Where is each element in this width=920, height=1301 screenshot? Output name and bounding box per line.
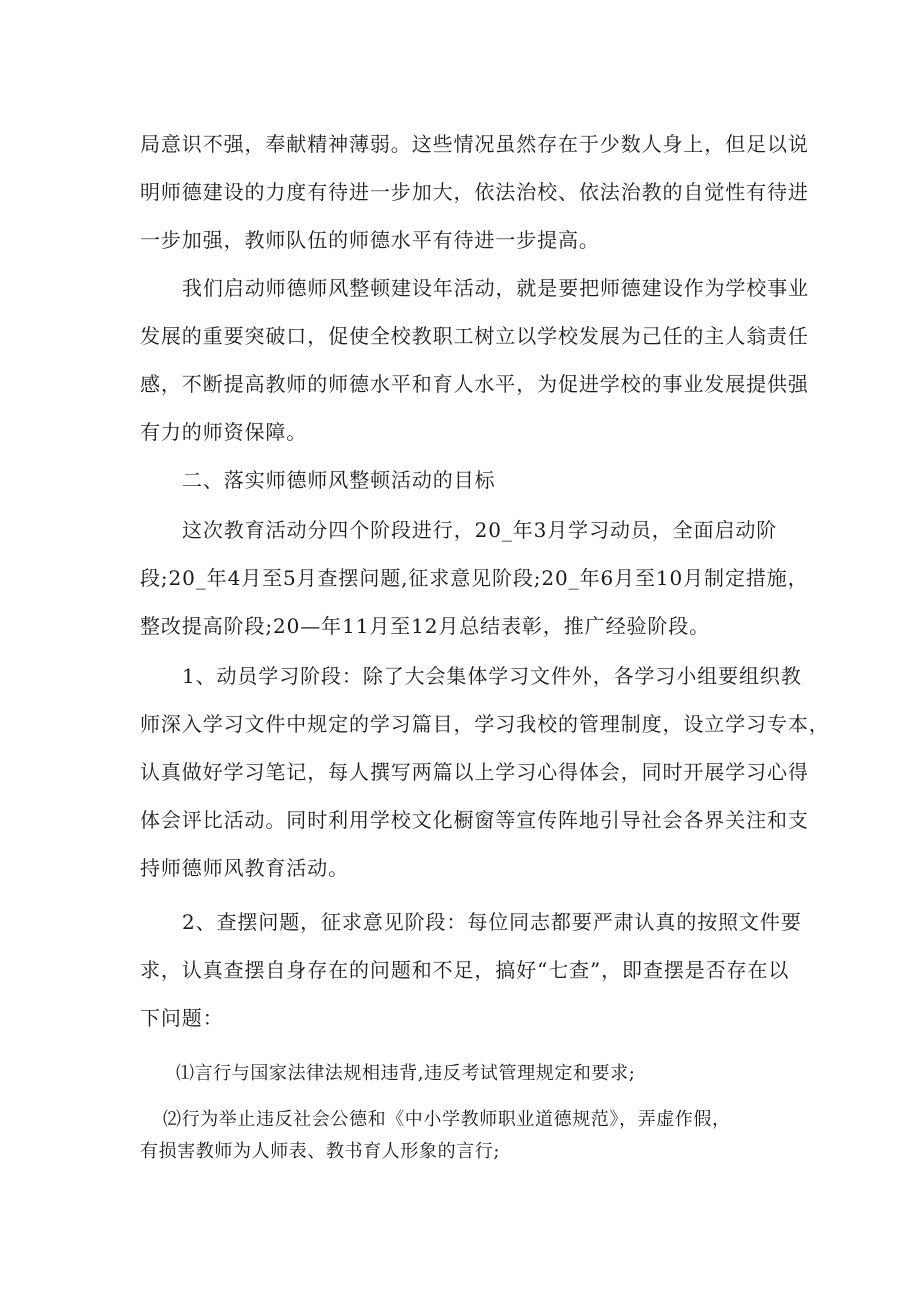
- paragraph-1-line-2: 明师德建设的力度有待进一步加大，依法治校、依法治教的自觉性有待进: [140, 180, 809, 204]
- list-item-2-line-1: ⑵行为举止违反社会公德和《中小学教师职业道德规范》，弄虚作假，: [163, 1109, 731, 1130]
- paragraph-2-line-1: 我们启动师德师风整顿建设年活动，就是要把师德建设作为学校事业: [182, 276, 809, 300]
- paragraph-4-line-1: 1、动员学习阶段：除了大会集体学习文件外，各学习小组要组织教: [182, 664, 802, 688]
- list-item-1: ⑴言行与国家法律法规相违背,违反考试管理规定和要求;: [176, 1063, 636, 1084]
- paragraph-4-line-5: 持师德师风教育活动。: [140, 856, 349, 880]
- paragraph-2-line-2: 发展的重要突破口，促使全校教职工树立以学校发展为己任的主人翁责任: [140, 324, 809, 348]
- paragraph-2-line-4: 有力的师资保障。: [140, 420, 308, 444]
- paragraph-4-line-4: 体会评比活动。同时利用学校文化橱窗等宣传阵地引导社会各界关注和支: [140, 808, 809, 832]
- paragraph-1-line-1: 局意识不强，奉献精神薄弱。这些情况虽然存在于少数人身上，但足以说: [140, 132, 809, 156]
- paragraph-2-line-3: 感，不断提高教师的师德水平和育人水平，为促进学校的事业发展提供强: [140, 372, 809, 396]
- paragraph-4-line-2: 师深入学习文件中规定的学习篇目，学习我校的管理制度，设立学习专本，: [140, 712, 830, 736]
- paragraph-5-line-3: 下问题：: [140, 1006, 224, 1030]
- paragraph-3-line-2: 段;20_年4月至5月查摆问题,征求意见阶段;20_年6月至10月制定措施，: [140, 566, 809, 590]
- paragraph-5-line-1: 2、查摆问题，征求意见阶段：每位同志都要严肃认真的按照文件要: [182, 910, 802, 934]
- paragraph-3-line-3: 整改提高阶段;20—年11月至12月总结表彰，推广经验阶段。: [140, 614, 711, 638]
- paragraph-3-line-1: 这次教育活动分四个阶段进行，20_年3月学习动员，全面启动阶: [182, 518, 778, 542]
- section-heading: 二、落实师德师风整顿活动的目标: [182, 468, 496, 492]
- list-item-2-line-2: 有损害教师为人师表、教书育人形象的言行;: [140, 1141, 501, 1162]
- paragraph-5-line-2: 求，认真查摆自身存在的问题和不足，搞好“七查”，即查摆是否存在以: [140, 958, 790, 982]
- paragraph-4-line-3: 认真做好学习笔记，每人撰写两篇以上学习心得体会，同时开展学习心得: [140, 760, 809, 784]
- paragraph-1-line-3: 一步加强，教师队伍的师德水平有待进一步提高。: [140, 228, 600, 252]
